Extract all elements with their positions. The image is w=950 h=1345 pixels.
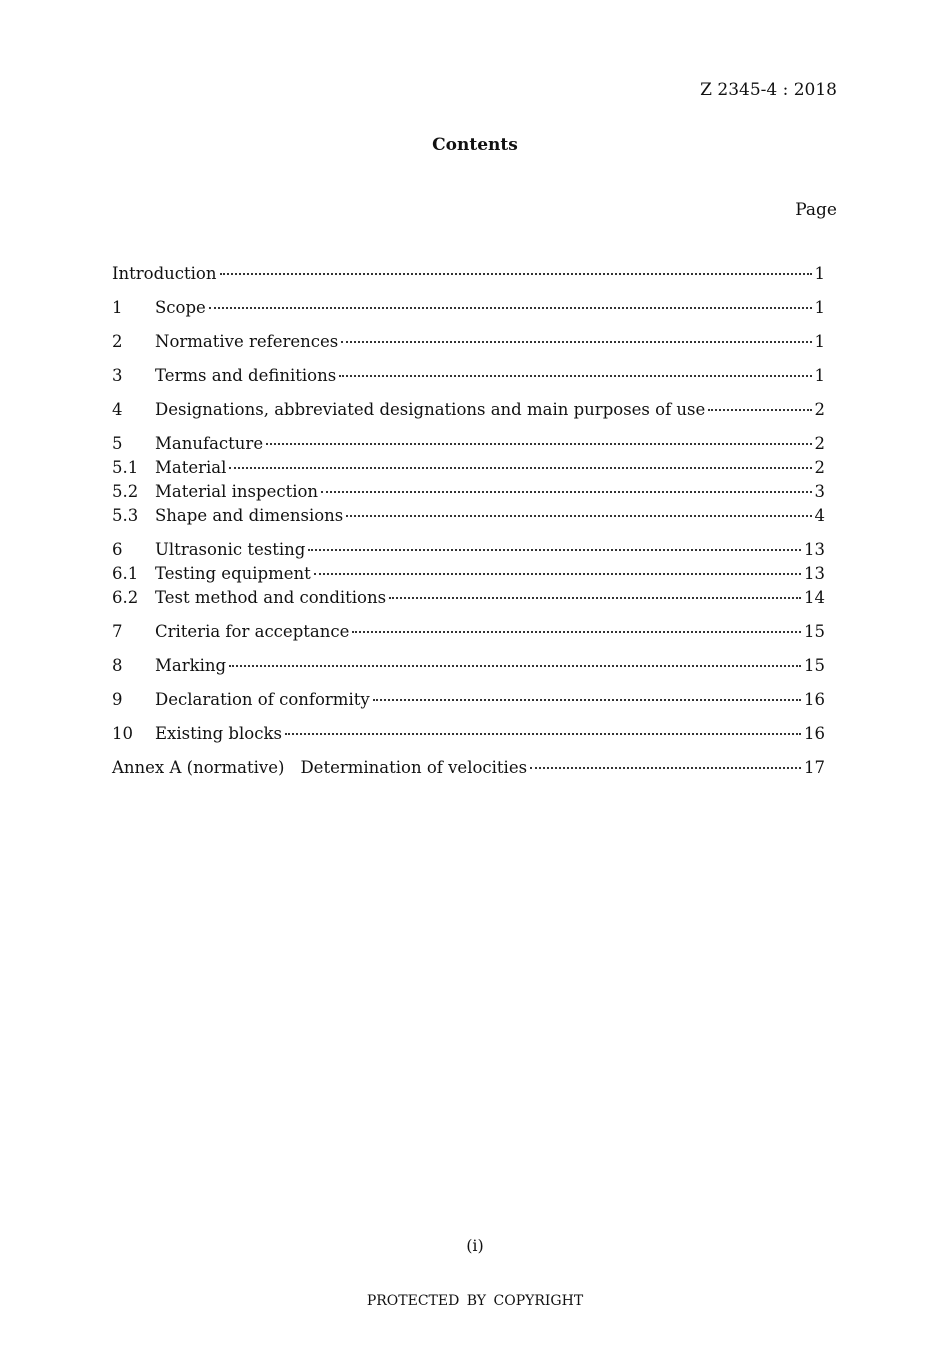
toc-entry-page: 15 (804, 622, 825, 641)
toc-entry-number: 9 (112, 690, 123, 709)
toc-entry-page: 2 (814, 400, 825, 419)
toc-entry-title: Testing equipment (155, 564, 311, 583)
dot-leader (373, 699, 801, 701)
dot-leader (321, 491, 811, 493)
dot-leader (708, 409, 811, 411)
toc-entry-criteria-for-acceptance[interactable] (112, 620, 825, 644)
toc-entry-page: 1 (814, 298, 825, 317)
toc-entry-title: Manufacture (155, 434, 264, 453)
toc-entry-title: Test method and conditions (155, 588, 387, 607)
toc-entry-page: 1 (814, 264, 825, 283)
toc-entry-existing-blocks[interactable] (112, 722, 825, 746)
toc-entry-annex-a[interactable] (112, 756, 825, 780)
dot-leader (341, 341, 811, 343)
toc-entry-scope[interactable] (112, 296, 825, 320)
toc-entry-number: 4 (112, 400, 123, 419)
toc-entry-number: 2 (112, 332, 123, 351)
dot-leader (314, 573, 801, 575)
toc-entry-number: 5.1 (112, 458, 139, 477)
toc-entry-title: Ultrasonic testing (155, 540, 306, 559)
toc-entry-normative-references[interactable] (112, 330, 825, 354)
toc-entry-terms-and-definitions[interactable] (112, 364, 825, 388)
toc-entry-number: 5.2 (112, 482, 139, 501)
toc-entry-page: 1 (814, 332, 825, 351)
toc-entry-number: 6 (112, 540, 123, 559)
toc-entry-marking[interactable] (112, 654, 825, 678)
footer-page-number: (i) (466, 1236, 484, 1255)
toc-entry-title: Introduction (112, 264, 217, 283)
toc-entry-number: 8 (112, 656, 123, 675)
toc-entry-title: Designations, abbreviated designations and main purposes of use (155, 400, 706, 419)
toc-entry-page: 16 (804, 690, 825, 709)
annex-label: Annex A (normative) (112, 758, 285, 777)
toc-entry-title: Shape and dimensions (155, 506, 344, 525)
toc-entry-material[interactable] (112, 456, 825, 480)
toc-entry-testing-equipment[interactable] (112, 562, 825, 586)
toc-entry-title: Material (155, 458, 227, 477)
dot-leader (229, 467, 811, 469)
toc-entry-declaration-of-conformity[interactable] (112, 688, 825, 712)
toc-entry-page: 16 (804, 724, 825, 743)
toc-entry-page: 13 (804, 540, 825, 559)
copyright-notice: PROTECTED BY COPYRIGHT (366, 1293, 584, 1309)
dot-leader (220, 273, 812, 275)
toc-entry-title: Declaration of conformity (155, 690, 370, 709)
dot-leader (346, 515, 811, 517)
dot-leader (352, 631, 801, 633)
dot-leader (285, 733, 801, 735)
toc-entry-introduction[interactable] (112, 262, 825, 286)
toc-entry-title: Marking (155, 656, 227, 675)
toc-entry-title: Determination of velocities (300, 758, 528, 777)
dot-leader (229, 665, 801, 667)
toc-entry-title: Existing blocks (155, 724, 282, 743)
table-of-contents (112, 262, 825, 780)
toc-entry-page: 14 (804, 588, 825, 607)
dot-leader (530, 767, 801, 769)
toc-entry-page: 2 (814, 434, 825, 453)
dot-leader (308, 549, 801, 551)
dot-leader (339, 375, 811, 377)
toc-entry-test-method-and-conditions[interactable] (112, 586, 825, 610)
dot-leader (209, 307, 812, 309)
toc-entry-shape-and-dimensions[interactable] (112, 504, 825, 528)
toc-entry-page: 13 (804, 564, 825, 583)
toc-entry-number: 1 (112, 298, 123, 317)
toc-entry-title: Criteria for acceptance (155, 622, 350, 641)
page-column-label: Page (795, 200, 837, 220)
dot-leader (389, 597, 801, 599)
toc-entry-number: 7 (112, 622, 123, 641)
toc-entry-ultrasonic-testing[interactable] (112, 538, 825, 562)
dot-leader (266, 443, 811, 445)
toc-entry-number: 6.2 (112, 588, 139, 607)
toc-entry-title: Normative references (155, 332, 339, 351)
toc-entry-material-inspection[interactable] (112, 480, 825, 504)
toc-entry-page: 17 (804, 758, 825, 777)
toc-entry-page: 1 (814, 366, 825, 385)
toc-entry-number: 3 (112, 366, 123, 385)
toc-entry-number: 5 (112, 434, 123, 453)
page-title: Contents (432, 135, 518, 155)
toc-entry-number: 10 (112, 724, 133, 743)
toc-entry-title: Material inspection (155, 482, 319, 501)
document-id: Z 2345-4 : 2018 (700, 80, 837, 100)
toc-entry-page: 2 (814, 458, 825, 477)
toc-entry-title: Scope (155, 298, 206, 317)
toc-entry-manufacture[interactable] (112, 432, 825, 456)
toc-entry-number: 6.1 (112, 564, 139, 583)
toc-entry-page: 3 (814, 482, 825, 501)
toc-entry-page: 4 (814, 506, 825, 525)
toc-entry-designations[interactable] (112, 398, 825, 422)
toc-entry-number: 5.3 (112, 506, 139, 525)
toc-entry-page: 15 (804, 656, 825, 675)
toc-entry-title: Terms and definitions (155, 366, 337, 385)
